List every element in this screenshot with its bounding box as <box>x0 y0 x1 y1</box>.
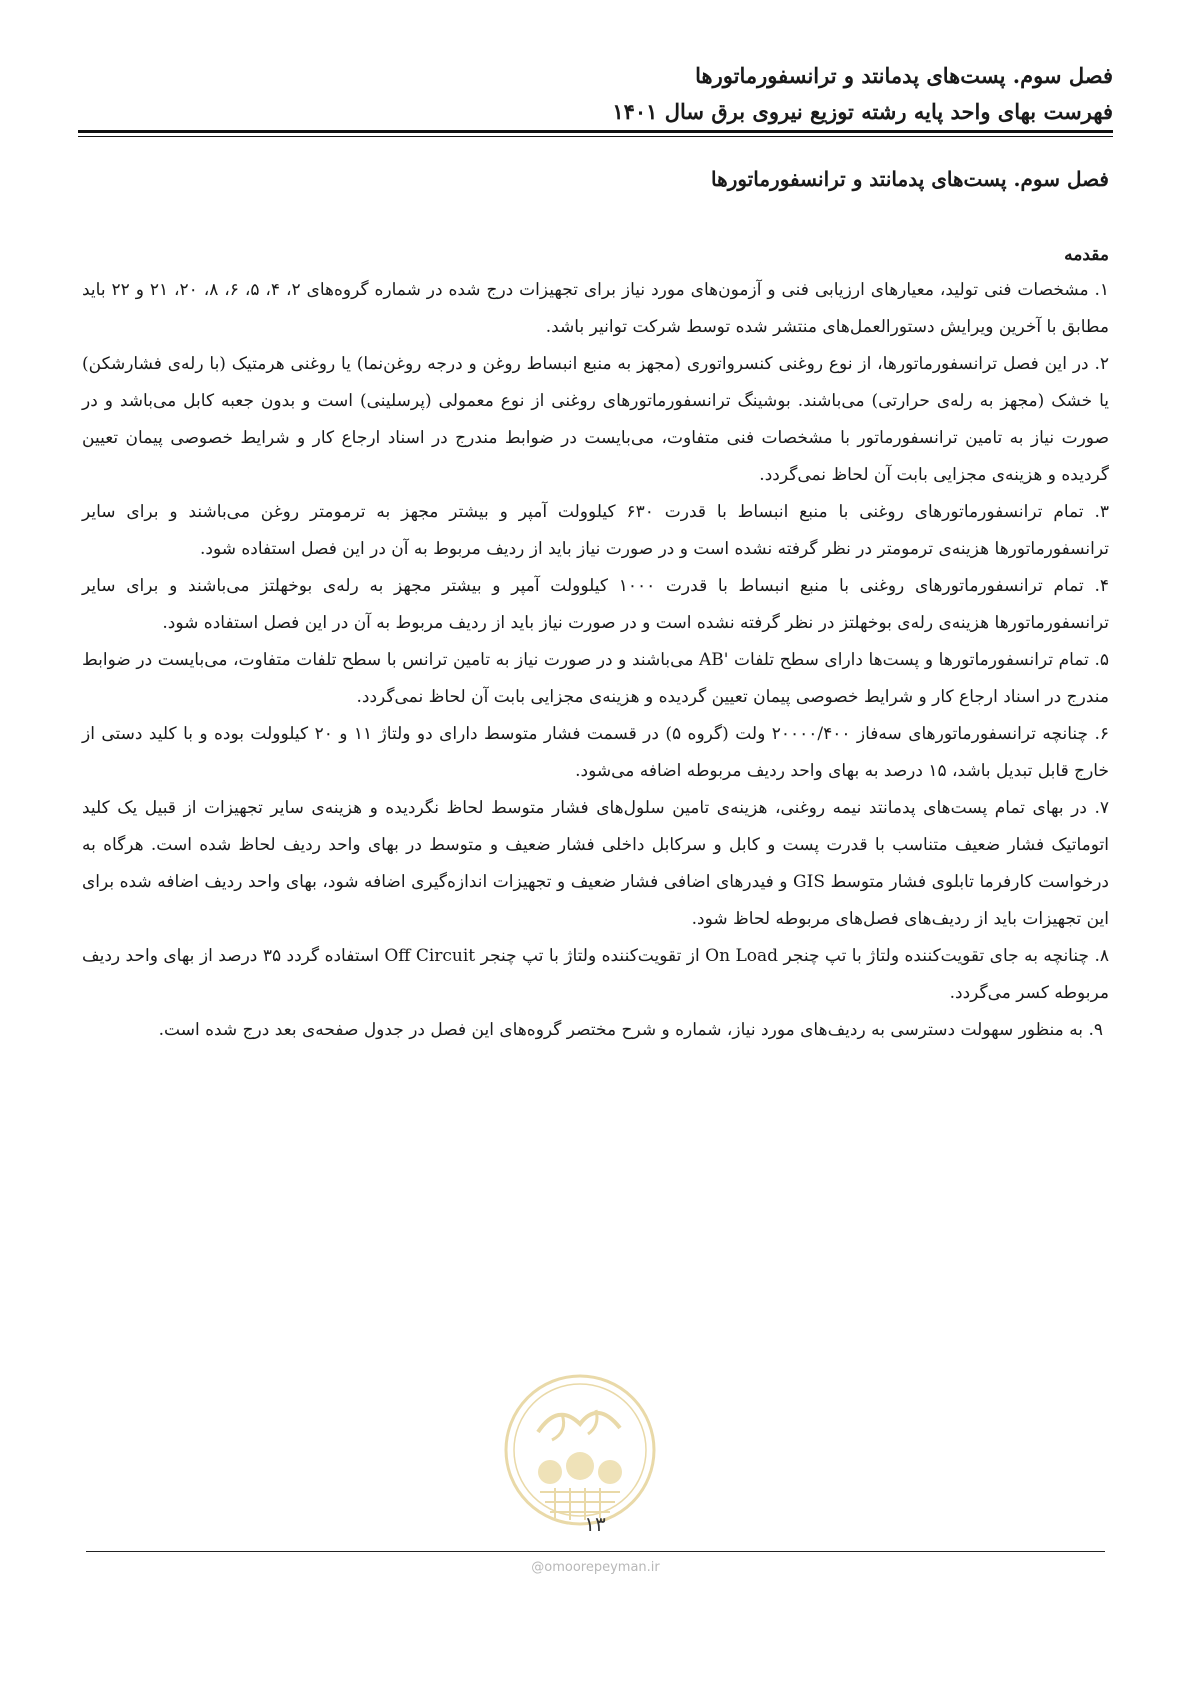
paragraph-6: ۶. چنانچه ترانسفورماتورهای سه‌فاز ۲۰۰۰۰/۴۰۰ ولت (گروه ۵) در قسمت فشار متوسط دارای دو ولتاژ ۱۱ و ۲۰ کیلوولت بوده و با کلید دستی از خارج قابل تبدیل باشد، ۱۵ درصد به بهای واحد ردیف مربوطه اضافه می‌شود. <box>82 724 1109 781</box>
footer-website: @omoorepeyman.ir <box>531 1560 660 1575</box>
paragraph-3: ۳. تمام ترانسفورماتورهای روغنی با منبع انبساط با قدرت ۶۳۰ کیلوولت آمپر و بیشتر مجهز به ترمومتر روغن می‌باشند و برای سایر ترانسفورماتورها هزینه‌ی ترمومتر در نظر گرفته نشده است و در صورت نیاز باید از ردیف مربوط به آن در این فصل استفاده شود. <box>82 502 1109 559</box>
header-divider-thick <box>78 130 1113 133</box>
paragraph-4: ۴. تمام ترانسفورماتورهای روغنی با منبع انبساط با قدرت ۱۰۰۰ کیلوولت آمپر و بیشتر مجهز به رله‌ی بوخهلتز می‌باشند و برای سایر ترانسفورماتورها هزینه‌ی رله‌ی بوخهلتز در نظر گرفته نشده است و در صورت نیاز باید از ردیف مربوط به آن در این فصل استفاده شود. <box>82 576 1109 633</box>
header-chapter-title: فصل سوم. پست‌های پدمانتد و ترانسفورماتورها <box>695 63 1113 88</box>
paragraph-2: ۲. در این فصل ترانسفورماتورها، از نوع روغنی کنسرواتوری (مجهز به منبع انبساط روغن و درجه روغن‌نما) یا روغنی هرمتیک (با رله‌ی فشارشکن) یا خشک (مجهز به رله‌ی حرارتی) می‌باشند. بوشینگ ترانسفورماتورهای روغنی از نوع معمولی (پرسلینی) است و بدون جعبه کابل می‌باشد و در صورت نیاز به تامین ترانسفورماتور با مشخصات فنی متفاوت، می‌بایست در ضوابط مندرج در اسناد ارجاع کار و شرایط خصوصی پیمان تعیین گردیده و هزینه‌ی مجزایی بابت آن لحاظ نمی‌گردد. <box>82 354 1109 485</box>
document-body <box>82 162 1109 1049</box>
header-divider-thin <box>78 136 1113 137</box>
paragraph-8: ۸. چنانچه به جای تقویت‌کننده ولتاژ با تپ چنجر On Load از تقویت‌کننده ولتاژ با تپ چنجر Off Circuit استفاده گردد ۳۵ درصد از بهای واحد ردیف مربوطه کسر می‌گردد. <box>82 946 1109 1003</box>
section-title: فصل سوم. پست‌های پدمانتد و ترانسفورماتورها <box>711 167 1109 191</box>
intro-heading: مقدمه <box>1064 245 1109 265</box>
page-number: ۱۳ <box>584 1512 606 1536</box>
header-document-title: فهرست بهای واحد پایه رشته توزیع نیروی برق سال ۱۴۰۱ <box>612 99 1113 124</box>
page-header <box>78 58 1113 130</box>
footer-divider <box>86 1551 1105 1552</box>
paragraph-1: ۱. مشخصات فنی تولید، معیارهای ارزیابی فنی و آزمون‌های مورد نیاز برای تجهیزات درج شده در شماره گروه‌های ۲، ۴، ۵، ۶، ۸، ۲۰، ۲۱ و ۲۲ باید مطابق با آخرین ویرایش دستورالعمل‌های منتشر شده توسط شرکت توانیر باشد. <box>82 280 1110 337</box>
paragraph-9: ۹. به منظور سهولت دسترسی به ردیف‌های مورد نیاز، شماره و شرح مختصر گروه‌های این فصل در جدول صفحه‌ی بعد درج شده است. <box>158 1020 1103 1040</box>
watermark-seal-icon <box>500 1370 660 1530</box>
paragraph-5: ۵. تمام ترانسفورماتورها و پست‌ها دارای سطح تلفات 'AB می‌باشند و در صورت نیاز به تامین ترانس با سطح تلفات متفاوت، می‌بایست در ضوابط مندرج در اسناد ارجاع کار و شرایط خصوصی پیمان تعیین گردیده و هزینه‌ی مجزایی بابت آن لحاظ نمی‌گردد. <box>82 650 1109 707</box>
paragraph-7: ۷. در بهای تمام پست‌های پدمانتد نیمه روغنی، هزینه‌ی تامین سلول‌های فشار متوسط لحاظ نگردیده و هزینه‌ی سایر تجهیزات از قبیل یک کلید اتوماتیک فشار ضعیف متناسب با قدرت پست و کابل و سرکابل داخلی فشار ضعیف و متوسط در بهای واحد ردیف لحاظ شده است. هرگاه به درخواست کارفرما تابلوی فشار متوسط GIS و فیدرهای اضافی فشار ضعیف و تجهیزات اندازه‌گیری اضافه شود، بهای واحد ردیف اضافه شده برای این تجهیزات باید از ردیف‌های فصل‌های مربوطه لحاظ شود. <box>82 798 1109 929</box>
